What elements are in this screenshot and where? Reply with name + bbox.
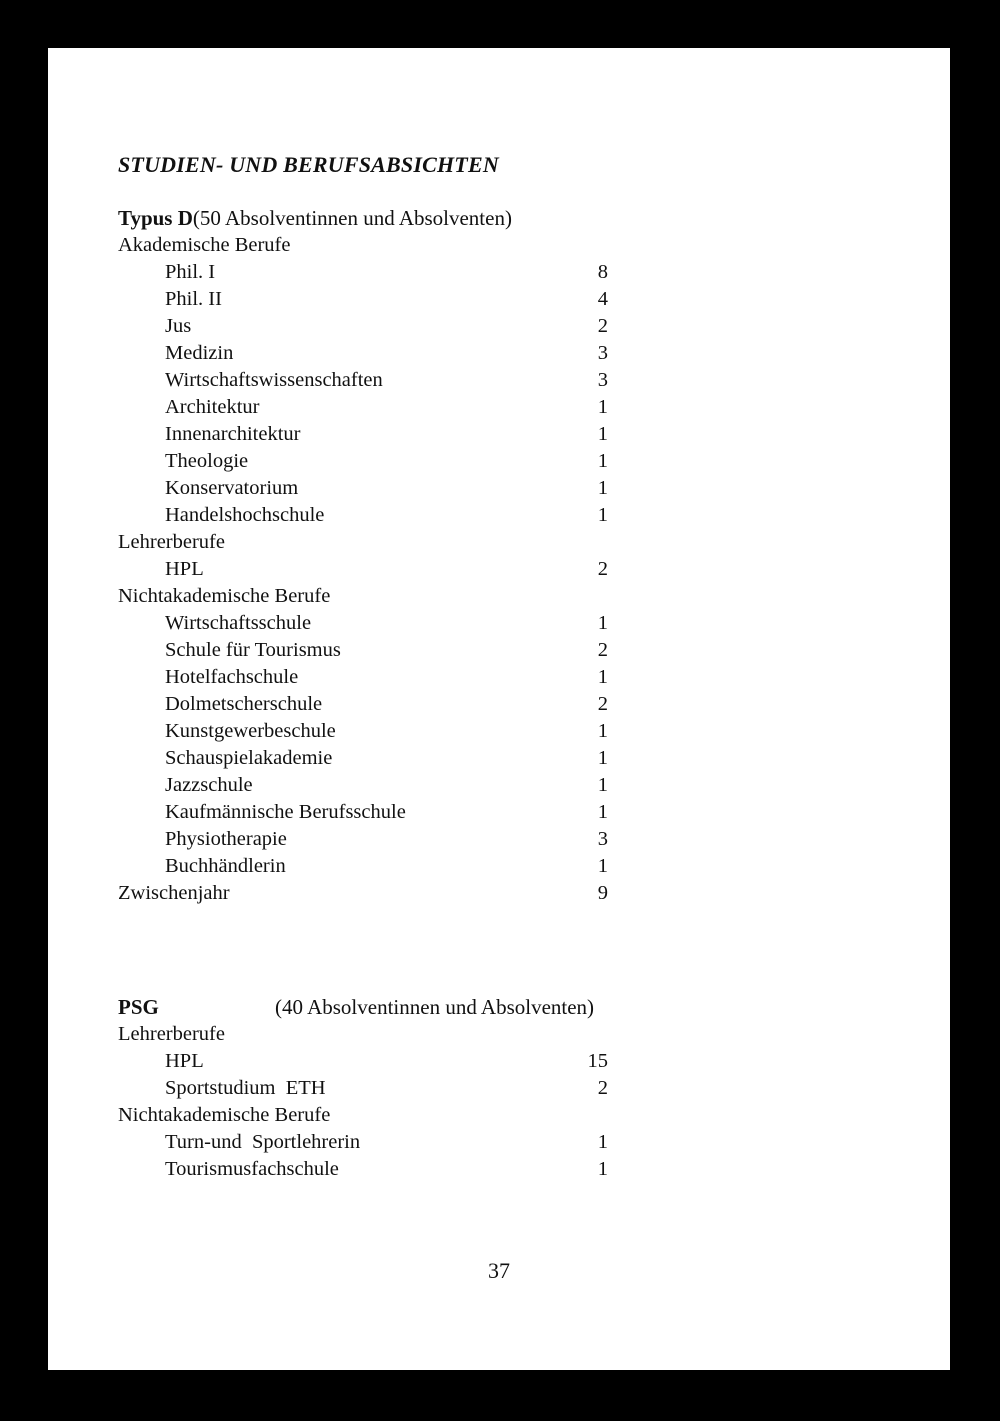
row-count: 1 [597,450,608,472]
table-row [48,853,608,880]
row-count: 1 [597,423,608,445]
row-count: 2 [597,693,608,715]
table-row [48,286,608,313]
row-label: Phil. II [165,288,222,310]
row-count: 1 [597,855,608,877]
row-count: 1 [597,666,608,688]
row-label: Kunstgewerbeschule [165,720,336,742]
section-d-name: Typus D [118,206,193,230]
section-psg-subtitle: (40 Absolventinnen und Absolventen) [275,995,595,1019]
row-label: Hotelfachschule [165,666,299,688]
row-label: Kaufmännische Berufsschule [165,801,406,823]
row-label: HPL [165,1050,204,1072]
row-count: 1 [597,396,608,418]
table-row [48,610,608,637]
row-count: 1 [597,747,608,769]
row-count: 2 [597,639,608,661]
section-psg-name: PSG [118,995,159,1019]
row-label: Tourismusfachschule [165,1158,339,1180]
akademisch-heading: Akademische Berufe [118,234,291,256]
row-count: 1 [597,612,608,634]
table-row [48,664,608,691]
table-row [48,313,608,340]
table-row [48,367,608,394]
table-row [48,556,608,583]
category-heading [48,529,608,556]
row-count: 1 [597,504,608,526]
row-count: 1 [597,1131,608,1153]
psg-lehrer-heading: Lehrerberufe [118,1023,225,1045]
row-label: Buchhändlerin [165,855,286,877]
row-label: HPL [165,558,204,580]
section-d-subtitle: (50 Absolventinnen und Absolventen) [192,206,512,230]
zwischenjahr-count: 9 [597,882,608,904]
document-page [48,48,950,1370]
row-label: Wirtschaftswissenschaften [165,369,383,391]
section-psg-header [118,994,718,1021]
row-label: Jazzschule [165,774,253,796]
row-label: Turn-und Sportlehrerin [165,1131,361,1153]
row-count: 1 [597,477,608,499]
row-count: 4 [597,288,608,310]
table-row [48,259,608,286]
table-row [48,772,608,799]
category-heading [48,583,608,610]
row-label: Wirtschaftsschule [165,612,312,634]
row-count: 3 [597,342,608,364]
table-row [48,1048,608,1075]
table-row [48,799,608,826]
nicht-heading: Nichtakademische Berufe [118,585,331,607]
row-count: 2 [597,558,608,580]
row-count: 1 [597,1158,608,1180]
table-row [48,745,608,772]
row-label: Dolmetscherschule [165,693,323,715]
row-label: Physiotherapie [165,828,287,850]
lehrer-heading: Lehrerberufe [118,531,225,553]
zwischenjahr-label: Zwischenjahr [118,882,230,904]
table-row [48,637,608,664]
row-label: Phil. I [165,261,216,283]
row-count: 15 [587,1050,608,1072]
table-row [48,340,608,367]
table-row [48,718,608,745]
table-row [48,475,608,502]
table-row [48,502,608,529]
page-number: 37 [488,1258,510,1283]
row-label: Jus [165,315,192,337]
table-row [48,691,608,718]
table-row [48,1156,608,1183]
row-label: Sportstudium ETH [165,1077,326,1099]
page-title: STUDIEN- UND BERUFSABSICHTEN [118,152,499,177]
table-row [48,394,608,421]
row-count: 8 [597,261,608,283]
row-label: Schauspielakademie [165,747,333,769]
row-label: Medizin [165,342,234,364]
row-count: 3 [597,369,608,391]
row-label: Architektur [165,396,260,418]
category-heading [48,1021,608,1048]
row-count: 2 [597,1077,608,1099]
row-label: Konservatorium [165,477,299,499]
table-row [48,1129,608,1156]
category-heading [48,1102,608,1129]
row-count: 1 [597,720,608,742]
row-label: Schule für Tourismus [165,639,341,661]
psg-nicht-heading: Nichtakademische Berufe [118,1104,331,1126]
table-row [48,421,608,448]
section-d-header [118,205,512,232]
row-count: 2 [597,315,608,337]
table-row [48,826,608,853]
row-label: Handelshochschule [165,504,325,526]
row-label: Innenarchitektur [165,423,301,445]
category-heading [48,232,608,259]
row-count: 3 [597,828,608,850]
row-count: 1 [597,801,608,823]
row-label: Theologie [165,450,249,472]
table-row [48,880,608,907]
table-row [48,1075,608,1102]
table-row [48,448,608,475]
row-count: 1 [597,774,608,796]
